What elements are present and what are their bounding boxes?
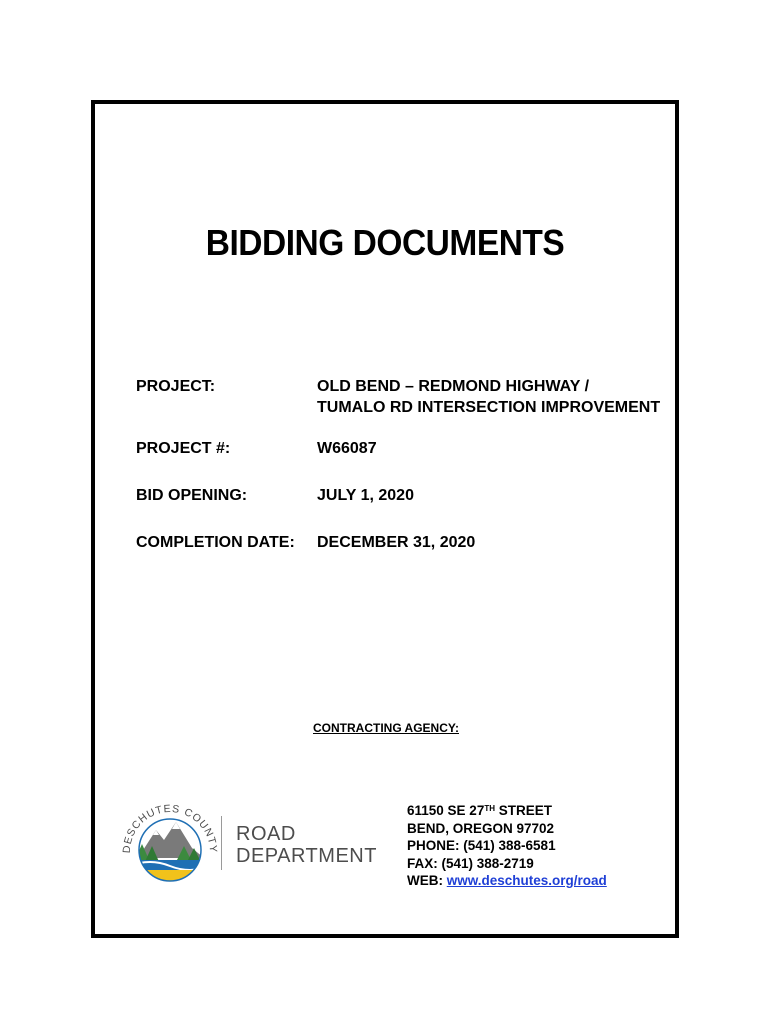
project-value-line1: OLD BEND – REDMOND HIGHWAY /: [317, 378, 590, 395]
bid-opening-value: JULY 1, 2020: [317, 487, 414, 504]
logo-line-road: ROAD: [236, 823, 296, 845]
contracting-agency-label: CONTRACTING AGENCY:: [313, 721, 459, 735]
web-line: WEB: www.deschutes.org/road: [407, 873, 607, 888]
document-title: BIDDING DOCUMENTS: [205, 222, 565, 263]
phone-line: PHONE: (541) 388-6581: [407, 838, 556, 853]
city-line: BEND, OREGON 97702: [407, 820, 555, 836]
street-address: 61150 SE 27TH STREET: [407, 803, 553, 818]
deschutes-county-logo: [120, 800, 220, 890]
fax-line: FAX: (541) 388-2719: [407, 855, 534, 871]
bid-opening-label: BID OPENING:: [136, 487, 248, 504]
completion-date-value: DECEMBER 31, 2020: [317, 534, 476, 551]
website-link[interactable]: www.deschutes.org/road: [446, 873, 607, 888]
project-number-label: PROJECT #:: [136, 440, 231, 457]
logo-arc-text: DESCHUTES COUNTY: [120, 802, 220, 854]
project-number-value: W66087: [317, 440, 377, 457]
logo-divider: [221, 816, 222, 870]
road-department-wordmark: [236, 823, 377, 867]
completion-date-label: COMPLETION DATE:: [136, 534, 295, 551]
logo-line-department: DEPARTMENT: [236, 845, 377, 867]
agency-address-block: [407, 802, 607, 890]
project-label: PROJECT:: [136, 378, 216, 395]
project-value-line2: TUMALO RD INTERSECTION IMPROVEMENT: [317, 399, 661, 416]
